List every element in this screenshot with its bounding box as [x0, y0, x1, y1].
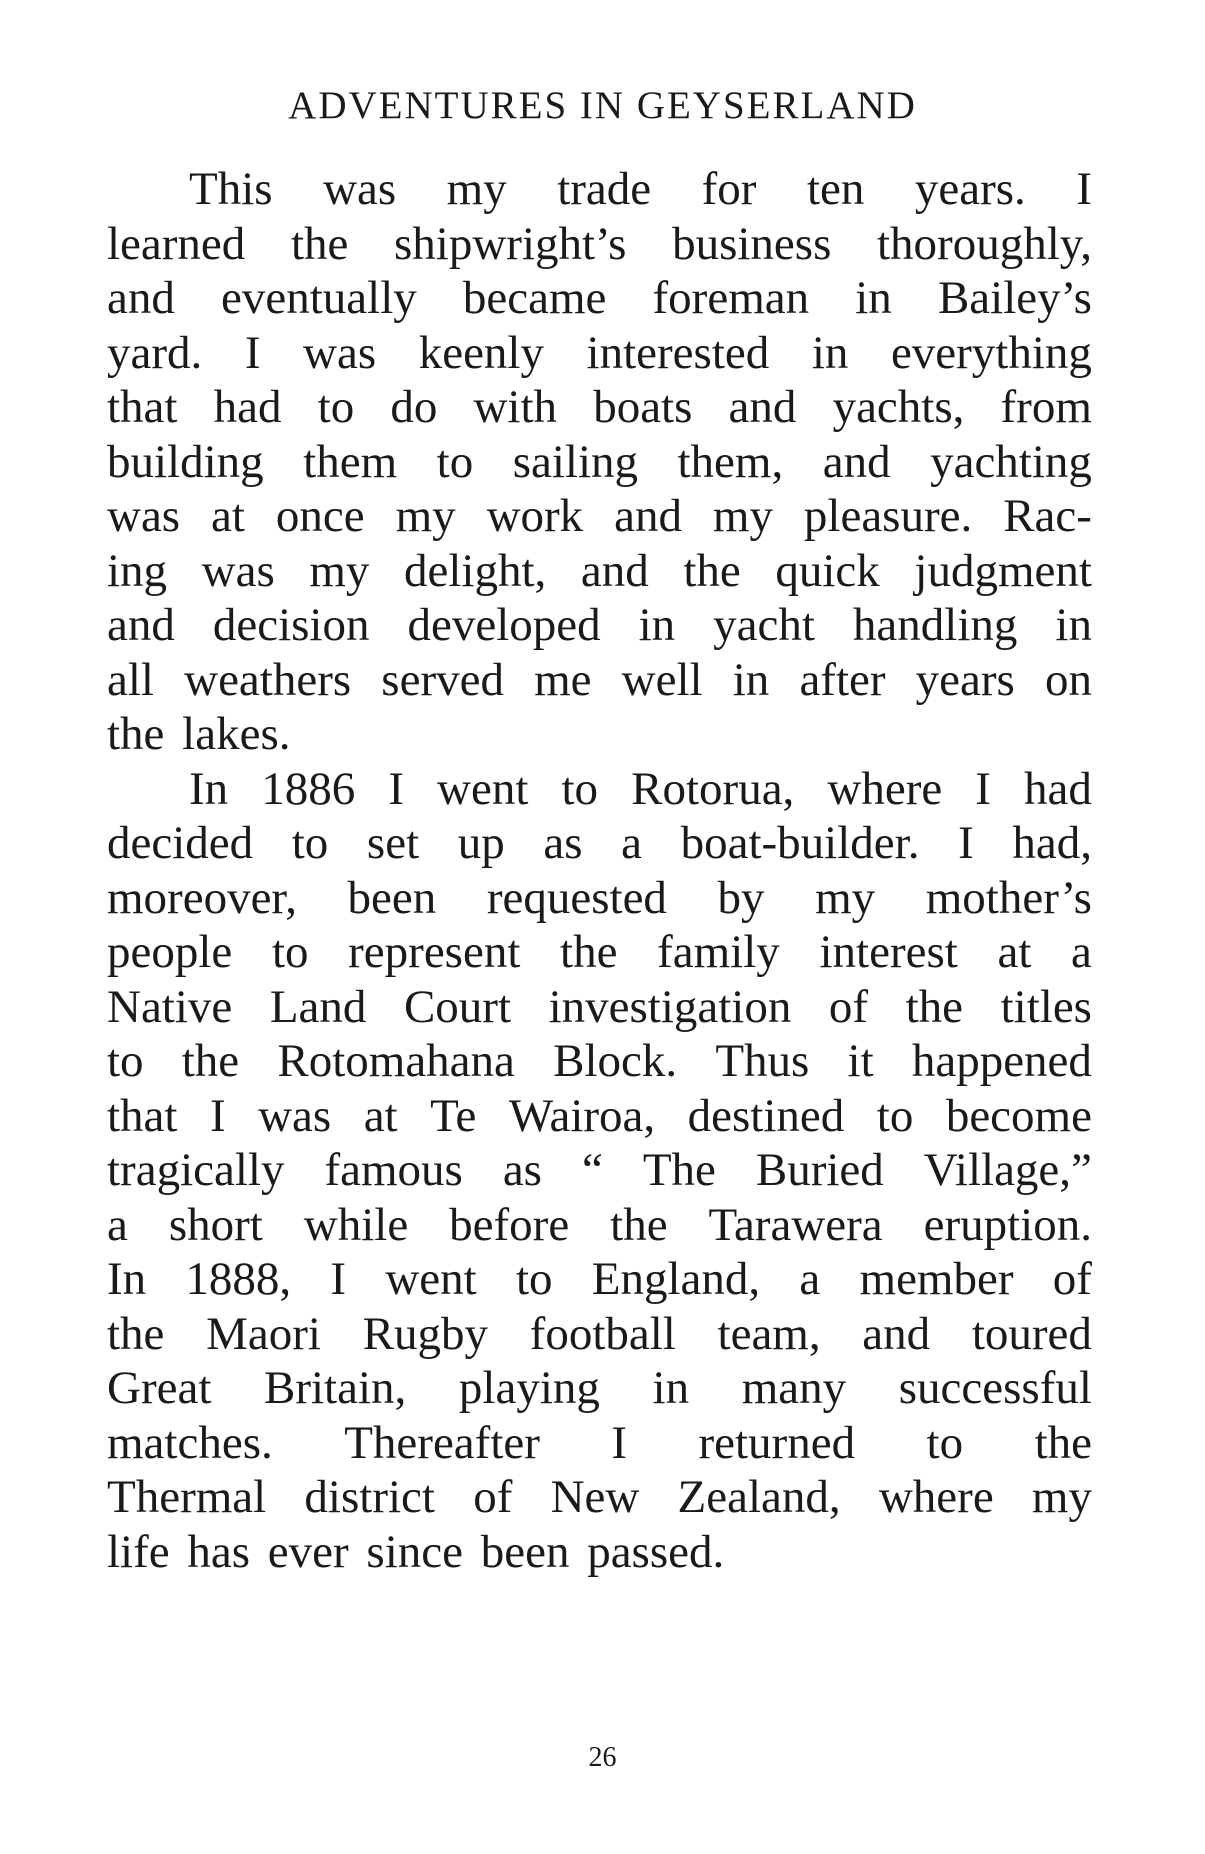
text-line: matches. Thereafter I returned to the	[107, 1416, 1092, 1469]
text-line: to the Rotomahana Block. Thus it happened	[107, 1035, 1092, 1087]
page-number: 26	[588, 1742, 617, 1773]
text-line: moreover, been requested by my mother’s	[107, 871, 1092, 924]
text-line: that had to do with boats and yachts, from	[107, 381, 1092, 433]
text-line: tragically famous as “ The Buried Village,”	[107, 1144, 1092, 1196]
text-line: ing was my delight, and the quick judgment	[107, 544, 1092, 597]
text-line: This was my trade for ten years. I	[189, 163, 1092, 215]
text-line: In 1888, I went to England, a member of	[107, 1253, 1092, 1305]
text-line: the Maori Rugby football team, and toured	[107, 1307, 1092, 1360]
text-line: learned the shipwright’s business thoroughly,	[107, 217, 1092, 270]
text-line: a short while before the Tarawera eruption.	[107, 1198, 1092, 1251]
text-line: and eventually became foreman in Bailey’s	[107, 272, 1092, 324]
paragraph	[107, 162, 1092, 762]
body-text	[107, 162, 1092, 1579]
text-line: decided to set up as a boat-builder. I had,	[107, 817, 1092, 869]
text-line: all weathers served me well in after years on	[107, 653, 1092, 706]
paragraph	[107, 762, 1092, 1580]
text-line: Great Britain, playing in many successful	[107, 1362, 1092, 1414]
text-line: yard. I was keenly interested in everything	[107, 326, 1092, 379]
text-line: people to represent the family interest at a	[107, 926, 1092, 978]
text-line: that I was at Te Wairoa, destined to become	[107, 1089, 1092, 1142]
text-line: In 1886 I went to Rotorua, where I had	[189, 762, 1092, 815]
text-line: building them to sailing them, and yachting	[107, 435, 1092, 488]
text-line: the lakes.	[107, 708, 291, 760]
text-line: was at once my work and my pleasure. Rac-	[107, 490, 1092, 542]
text-line: and decision developed in yacht handling in	[107, 599, 1092, 651]
text-line: Thermal district of New Zealand, where my	[107, 1471, 1092, 1523]
running-header: ADVENTURES IN GEYSERLAND	[288, 84, 917, 127]
text-line: life has ever since been passed.	[107, 1525, 725, 1578]
text-line: Native Land Court investigation of the titles	[107, 980, 1092, 1033]
